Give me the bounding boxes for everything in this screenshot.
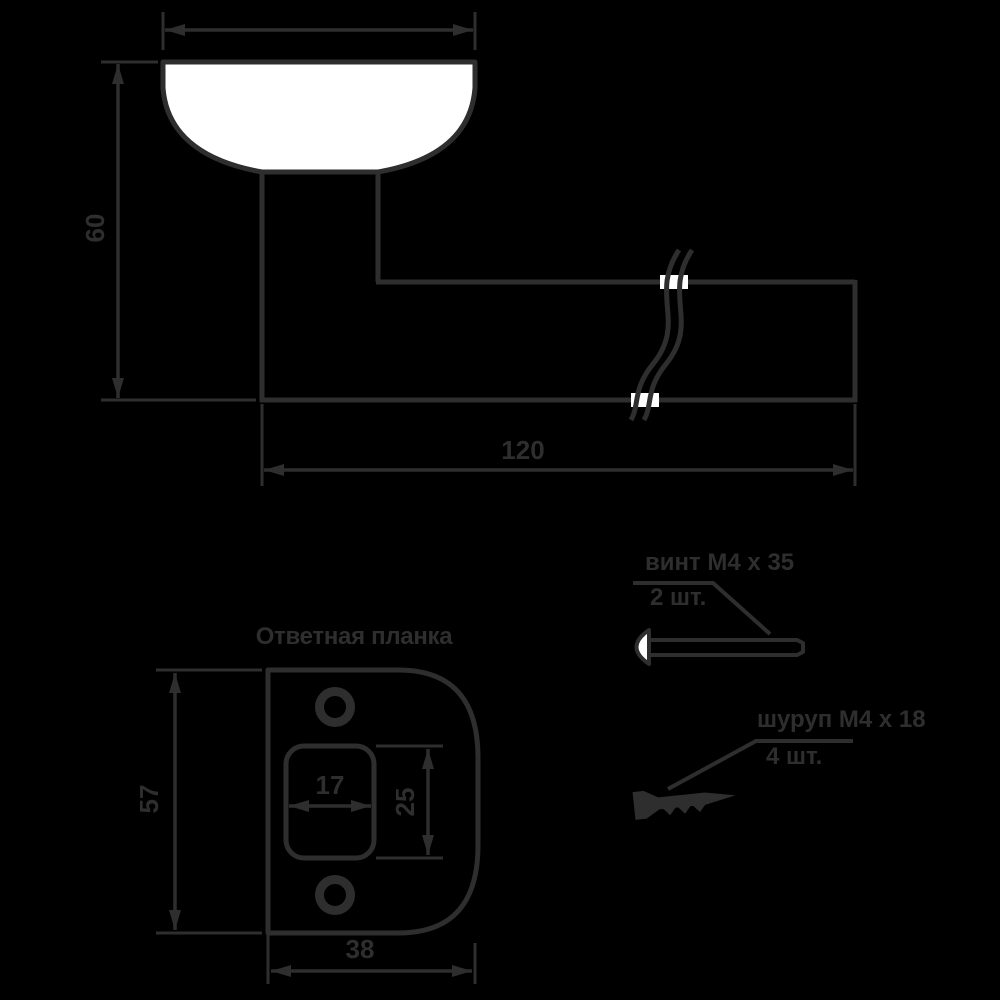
wood-screw-label: шуруп M4 x 18	[757, 706, 926, 733]
wood-screw-qty: 4 шт.	[766, 743, 823, 770]
dim-label-17: 17	[315, 770, 345, 800]
knob-cap	[163, 62, 475, 172]
dim-label-25: 25	[390, 787, 420, 817]
dim-label-38: 38	[345, 934, 375, 964]
dim-label-57: 57	[134, 784, 164, 814]
strike-plate-title: Ответная планка	[255, 623, 453, 650]
bolt-qty: 2 шт.	[650, 584, 707, 611]
dim-label-60: 60	[80, 213, 110, 243]
dim-label-120: 120	[501, 435, 545, 465]
bolt-label: винт M4 x 35	[645, 549, 795, 576]
